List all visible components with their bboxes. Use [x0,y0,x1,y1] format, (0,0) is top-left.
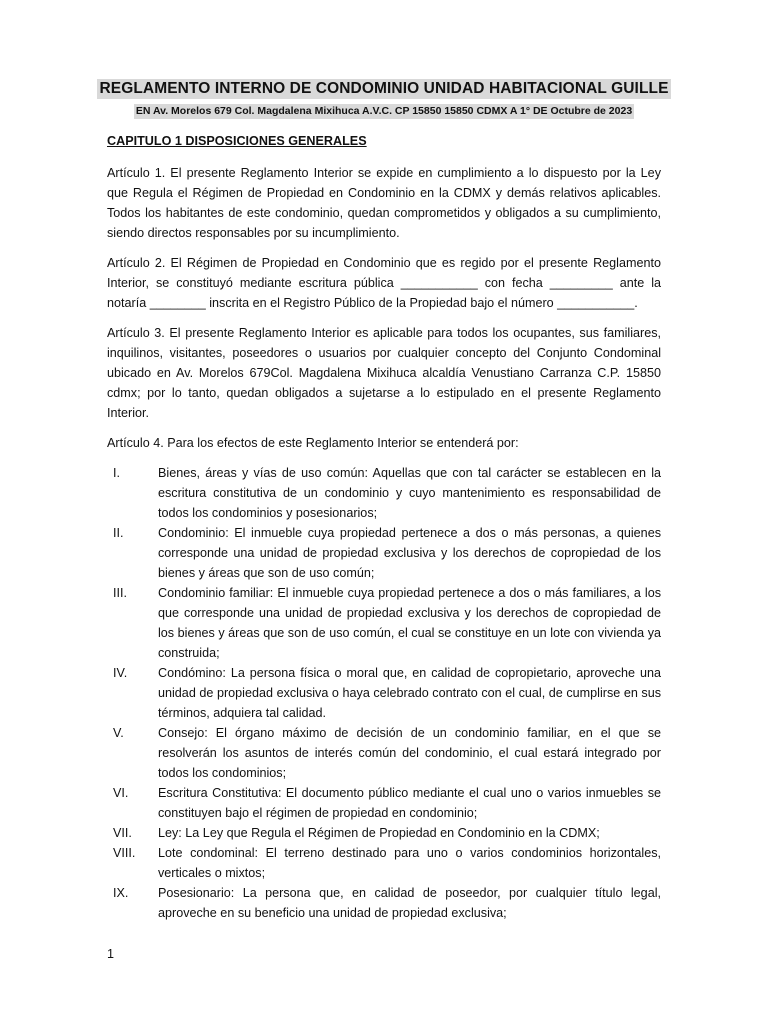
definition-number: IX. [113,886,129,900]
definition-item [107,843,661,883]
definition-number: VII. [113,826,132,840]
definition-text: Ley: La Ley que Regula el Régimen de Propiedad en Condominio en la CDMX; [158,826,600,840]
chapter-heading: CAPITULO 1 DISPOSICIONES GENERALES [107,134,367,148]
definition-number: VIII. [113,846,136,860]
definition-item [107,883,661,923]
definition-text: Condominio: El inmueble cuya propiedad pertenece a dos o más personas, a quienes corresponde una unidad de propiedad exclusiva y los derechos de copropiedad de los bienes y áreas que son de uso común; [158,526,661,580]
definition-item [107,523,661,583]
document-body [107,163,661,923]
definition-number: VI. [113,786,129,800]
definitions-list [107,463,661,923]
definition-text: Escritura Constitutiva: El documento público mediante el cual uno o varios inmuebles se constituyen bajo el régimen de propiedad en condominio; [158,786,661,820]
article-1: Artículo 1. El presente Reglamento Interior se expide en cumplimiento a lo dispuesto por la Ley que Regula el Régimen de Propiedad en Condominio en la CDMX y demás relativos aplicables. Todos los habitantes de este condominio, quedan comprometidos y obligados a su cumplimiento, siendo directos responsables por su incumplimiento. [107,166,661,240]
definition-item [107,463,661,523]
definition-text: Condominio familiar: El inmueble cuya propiedad pertenece a dos o más familiares, a los que corresponde una unidad de propiedad exclusiva y los derechos de copropiedad de los bienes y áreas que son de uso común, el cual se constituye en un lote con vivienda ya construida; [158,586,661,660]
definition-number: II. [113,526,124,540]
definition-text: Posesionario: La persona que, en calidad de poseedor, por cualquier título legal, aproveche en su beneficio una unidad de propiedad exclusiva; [158,886,661,920]
page-number: 1 [107,947,115,961]
document-title: REGLAMENTO INTERNO DE CONDOMINIO UNIDAD HABITACIONAL GUILLE [99,80,669,97]
definition-item [107,583,661,663]
definition-number: IV. [113,666,128,680]
definition-text: Bienes, áreas y vías de uso común: Aquellas que con tal carácter se establecen en la escritura constitutiva de un condominio y cuyo mantenimiento es responsabilidad de todos los condominios y posesionarios; [158,466,661,520]
definition-number: III. [113,586,127,600]
definition-text: Condómino: La persona física o moral que, en calidad de copropietario, aproveche una unidad de propiedad exclusiva o haya celebrado contrato con el cual, de cumplirse en sus términos, adquiera tal calidad. [158,666,661,720]
subtitle-container [0,101,768,119]
definition-number: V. [113,726,124,740]
definition-text: Consejo: El órgano máximo de decisión de un condominio familiar, en el que se resolverán los asuntos de interés común del condominio, el cual estará integrado por todos los condominios; [158,726,661,780]
title-container [0,79,768,99]
document-subtitle: EN Av. Morelos 679 Col. Magdalena Mixihuca A.V.C. CP 15850 15850 CDMX A 1° DE Octubre de 2023 [135,105,633,117]
article-4: Artículo 4. Para los efectos de este Reglamento Interior se entenderá por: [107,436,519,450]
definition-item [107,783,661,823]
definition-text: Lote condominal: El terreno destinado para uno o varios condominios horizontales, verticales o mixtos; [158,846,661,880]
definition-item [107,823,661,843]
article-2: Artículo 2. El Régimen de Propiedad en Condominio que es regido por el presente Reglamento Interior, se constituyó mediante escritura pública ___________ con fecha _________ ante la notaría ________ inscrita en el Registro Público de la Propiedad bajo el número ___________. [107,256,661,310]
definition-number: I. [113,466,120,480]
article-3: Artículo 3. El presente Reglamento Interior es aplicable para todos los ocupantes, sus familiares, inquilinos, visitantes, poseedores o usuarios por cualquier concepto del Conjunto Condominal ubicado en Av. Morelos 679Col. Magdalena Mixihuca alcaldía Venustiano Carranza C.P. 15850 cdmx; por lo tanto, quedan obligados a sujetarse a lo estipulado en el presente Reglamento Interior. [107,326,661,420]
definition-item [107,663,661,723]
definition-item [107,723,661,783]
